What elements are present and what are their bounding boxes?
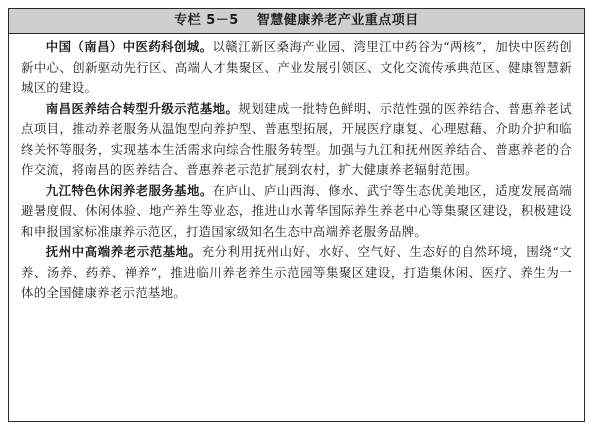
paragraph-fuzhou-eldercare <box>21 242 572 304</box>
box-title: 智慧健康养老产业重点项目 <box>256 13 419 28</box>
paragraph-jiujiang-leisure <box>21 181 572 243</box>
paragraph-text: 在庐山、庐山西海、修水、武宁等生态优美地区，适度发展高端避暑度假、休闲体验、地产养生等业态，推进山水菁华国际养生养老中心等集聚区建设，积极建设和申报国家标准康养示范区，打造国家级知名生态中高端养老服务品牌。 <box>21 182 572 239</box>
paragraph-lead: 抚州中高端养老示范基地。 <box>45 244 202 259</box>
box-header <box>9 9 584 34</box>
column-label: 专栏 5－5 <box>174 13 239 28</box>
paragraph-lead: 中国（南昌）中医药科创城。 <box>45 39 213 54</box>
paragraph-text: 规划建成一批特色鲜明、示范性强的医养结合、普惠养老试点项目，推动养老服务从温饱型向养护型、普惠型拓展，开展医疗康复、心理慰藉、介助介护和临终关怀等服务，实现基本生活需求向综合性服务转型。加强与九江和抚州医养结合、普惠养老的合作交流，将南昌的医养结合、普惠养老示范扩展到农村，扩大健康养老辐射范围。 <box>21 100 572 177</box>
paragraph-text: 充分利用抚州山好、水好、空气好、生态好的自然环境，围绕“文养、汤养、药养、禅养”，推进临川养老养生示范园等集聚区建设，打造集休闲、医疗、养生为一体的全国健康养老示范基地。 <box>21 244 572 300</box>
box-content <box>9 34 584 304</box>
paragraph-nanchang-tcm <box>21 37 572 99</box>
feature-box <box>8 8 585 422</box>
paragraph-lead: 南昌医养结合转型升级示范基地。 <box>45 100 239 116</box>
paragraph-nanchang-eldercare <box>21 99 572 181</box>
paragraph-text: 以赣江新区桑海产业园、湾里江中药谷为“两核”，加快中医药创新中心、创新驱动先行区、高端人才集聚区、产业发展引领区、文化交流传承典范区、健康智慧新城区的建设。 <box>21 39 573 95</box>
paragraph-lead: 九江特色休闲养老服务基地。 <box>45 182 213 198</box>
